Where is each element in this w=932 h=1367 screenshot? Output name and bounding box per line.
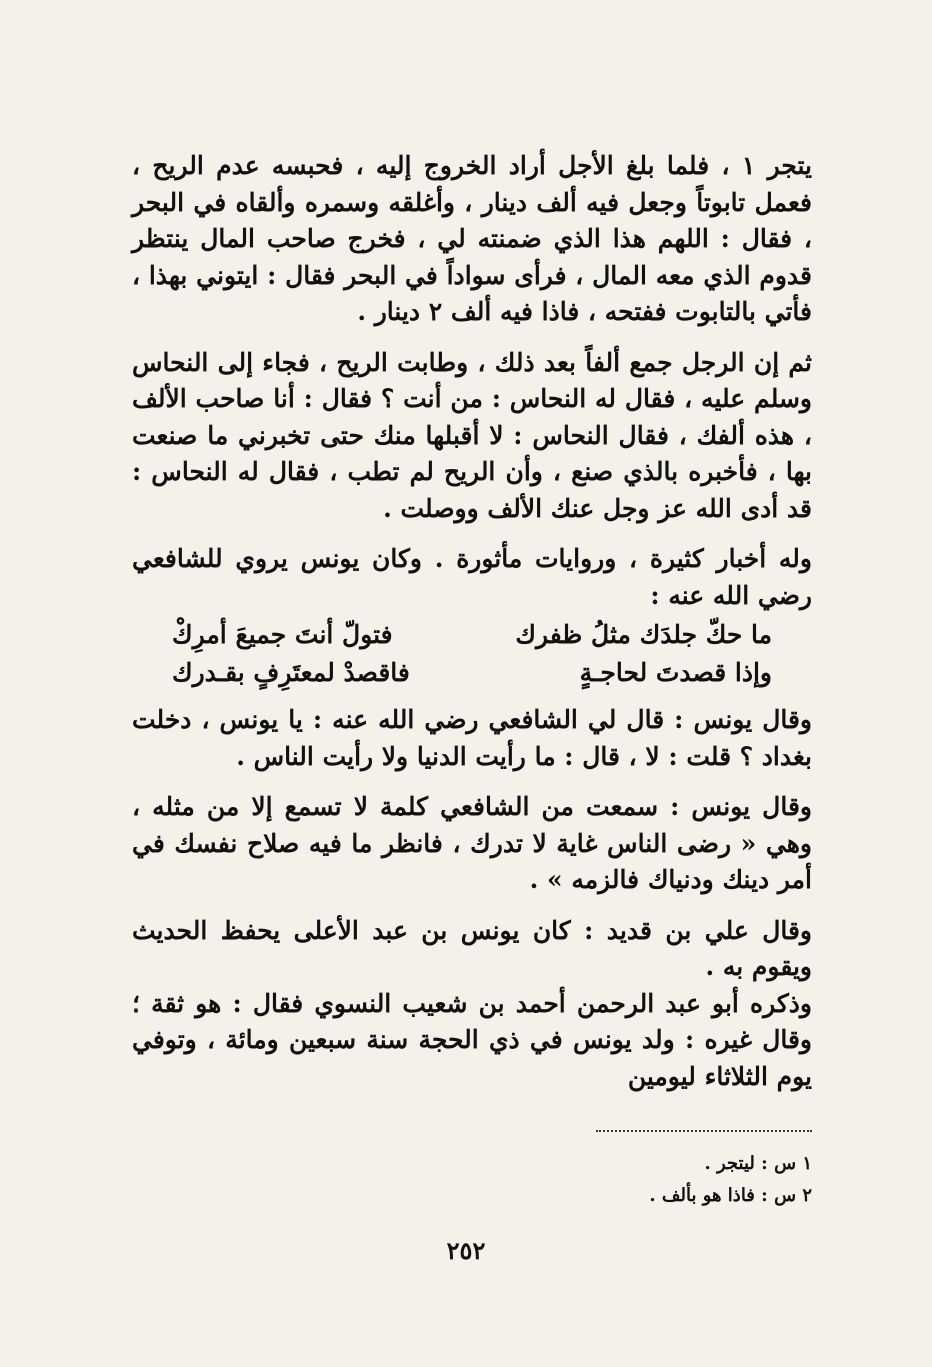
footnote-2: ٢ س : فاذا هو بألف . <box>649 1185 812 1206</box>
paragraph-6: وقال علي بن قديد : كان يونس بن عبد الأعلى يحفظ الحديث ويقوم به . <box>132 915 812 981</box>
poem-verse <box>172 654 772 692</box>
paragraph-5: وقال يونس : سمعت من الشافعي كلمة لا تسمع إلا من مثله ، وهي « رضى الناس غاية لا تدرك ، فانظر ما فيه صلاح نفسك في أمر دينك ودنياك فالزمه » . <box>132 792 812 894</box>
verse-first-hemistich: وإذا قصدتَ لحاجـةٍ <box>579 658 772 687</box>
verse-first-hemistich: ما حكّ جلدَك مثلُ ظفرك <box>515 620 772 649</box>
paragraph-4: وقال يونس : قال لي الشافعي رضي الله عنه : يا يونس ، دخلت بغداد ؟ قلت : لا ، قال : ما رأيت الدنيا ولا رأيت الناس . <box>132 705 812 771</box>
page-number: ٢٥٢ <box>446 1236 486 1265</box>
footnote-separator <box>596 1130 812 1132</box>
paragraph-7: وذكره أبو عبد الرحمن أحمد بن شعيب النسوي فقال : هو ثقة ؛ وقال غيره : ولد يونس في ذي الحجة سنة سبعين ومائة ، وتوفي يوم الثلاثاء ليومين <box>132 988 812 1091</box>
verse-second-hemistich: فتولّ أنتَ جميعَ أمرِكْ <box>172 620 393 649</box>
footnote-1: ١ س : ليتجر . <box>704 1153 812 1174</box>
poem-verse <box>172 616 772 654</box>
footnotes <box>420 1148 812 1212</box>
main-text <box>132 148 812 1095</box>
verse-second-hemistich: فاقصدْ لمعتَرِفٍ بقـدرك <box>172 658 410 687</box>
paragraph-1: يتجر ١ ، فلما بلغ الأجل أراد الخروج إليه ، فحبسه عدم الريح ، فعمل تابوتاً وجعل فيه ألف دينار ، وأغلقه وسمره وألقاه في البحر ، فقال : اللهم هذا الذي ضمنته لي ، فخرج صاحب المال ينتظر قدوم الذي معه المال ، فرأى سواداً في البحر فقال : ايتوني بهذا ، فأتي بالتابوت ففتحه ، فاذا فيه ألف ٢ دينار . <box>132 151 812 326</box>
poem <box>172 616 772 692</box>
paragraph-2: ثم إن الرجل جمع ألفاً بعد ذلك ، وطابت الريح ، فجاء إلى النحاس وسلم عليه ، فقال له النحاس : من أنت ؟ فقال : أنا صاحب الألف ، هذه ألفك ، فقال النحاس : لا أقبلها منك حتى تخبرني ما صنعت بها ، فأخبره بالذي صنع ، وأن الريح لم تطب ، فقال له النحاس : قد أدى الله عز وجل عنك الألف ووصلت . <box>132 347 812 523</box>
paragraph-3: وله أخبار كثيرة ، وروايات مأثورة . وكان يونس يروي للشافعي رضي الله عنه : <box>132 544 812 610</box>
